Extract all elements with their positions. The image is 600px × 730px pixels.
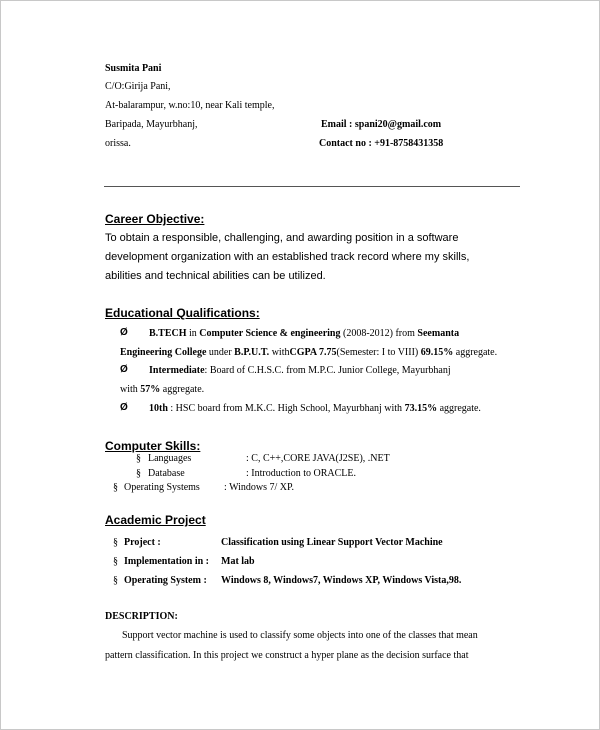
section-bullet-icon: §: [136, 453, 141, 464]
candidate-name: Susmita Pani: [105, 63, 162, 74]
email-label: Email :: [321, 119, 355, 130]
arrow-bullet-icon: Ø: [120, 402, 128, 413]
address-line-3: Baripada, Mayurbhanj,: [105, 119, 198, 130]
section-bullet-icon: §: [113, 482, 118, 493]
btech-line-2: Engineering College under B.P.U.T. withCGPA 7.75(Semester: I to VIII) 69.15% aggregate.: [120, 347, 498, 358]
skill-value: : Introduction to ORACLE.: [246, 468, 356, 479]
section-bullet-icon: §: [113, 575, 118, 586]
operating-system-value: Windows 8, Windows7, Windows XP, Windows Vista,98.: [221, 575, 462, 586]
header-divider: [104, 186, 520, 187]
tenth-line: 10th : HSC board from M.K.C. High School, Mayurbhanj with 73.15% aggregate.: [149, 403, 481, 414]
operating-system-label: Operating System :: [124, 575, 207, 586]
intermediate-line-2: with 57% aggregate.: [120, 384, 205, 395]
implementation-label: Implementation in :: [124, 556, 209, 567]
contact-value: +91-8758431358: [374, 138, 444, 149]
arrow-bullet-icon: Ø: [120, 327, 128, 338]
project-label: Project :: [124, 537, 161, 548]
skill-label: Languages: [148, 453, 192, 464]
implementation-value: Mat lab: [221, 556, 255, 567]
section-bullet-icon: §: [136, 468, 141, 479]
skill-label: Database: [148, 468, 185, 479]
arrow-bullet-icon: Ø: [120, 364, 128, 375]
description-line-2: pattern classification. In this project we construct a hyper plane as the decision surface that: [105, 650, 469, 661]
academic-project-heading: Academic Project: [105, 513, 206, 527]
contact-label: Contact no :: [319, 138, 375, 149]
section-bullet-icon: §: [113, 556, 118, 567]
career-objective-text: [105, 229, 469, 286]
career-line: abilities and technical abilities can be utilized.: [105, 270, 326, 282]
address-line-2: At-balarampur, w.no:10, near Kali temple,: [105, 100, 275, 111]
skill-label: Operating Systems: [124, 482, 200, 493]
address-line-1: C/O:Girija Pani,: [105, 81, 171, 92]
career-line: development organization with an established track record where my skills,: [105, 251, 470, 263]
education-heading: Educational Qualifications:: [105, 306, 260, 320]
btech-line-1: B.TECH in Computer Science & engineering (2008-2012) from Seemanta: [149, 328, 460, 339]
computer-skills-heading: Computer Skills:: [105, 439, 201, 453]
contact-line: [319, 138, 443, 149]
description-heading: DESCRIPTION:: [105, 611, 178, 622]
email-line: [321, 119, 441, 130]
skill-value: : C, C++,CORE JAVA(J2SE), .NET: [246, 453, 390, 464]
description-line-1: Support vector machine is used to classify some objects into one of the classes that mean: [122, 630, 478, 641]
career-objective-heading: Career Objective:: [105, 212, 205, 226]
email-value: spani20@gmail.com: [354, 119, 442, 130]
address-line-4: orissa.: [105, 138, 131, 149]
section-bullet-icon: §: [113, 537, 118, 548]
skill-value: : Windows 7/ XP.: [224, 482, 294, 493]
career-line: To obtain a responsible, challenging, and awarding position in a software: [105, 232, 459, 244]
project-value: Classification using Linear Support Vector Machine: [221, 537, 443, 548]
intermediate-line-1: Intermediate: Board of C.H.S.C. from M.P.C. Junior College, Mayurbhanj: [149, 365, 451, 376]
